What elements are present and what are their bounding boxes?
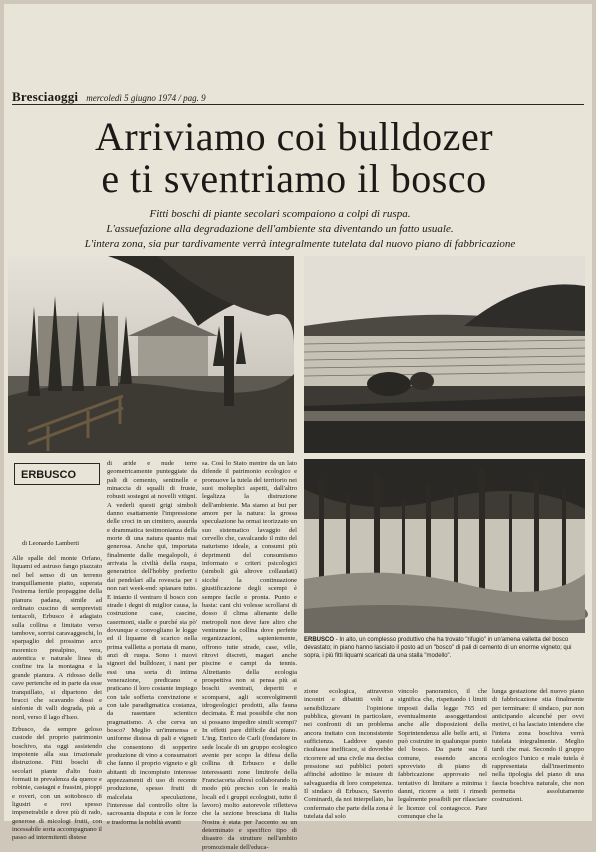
subhead-1: Fitti boschi di piante secolari scompaiono a colpi di ruspa.: [149, 208, 411, 220]
masthead: [12, 89, 206, 105]
article-column-4: [304, 688, 393, 821]
subhead-2: L'assuefazione alla degradazione dell'ambiente sta diventando un fatto usuale.: [106, 223, 454, 235]
article-column-3: [202, 460, 297, 851]
column-1b-paragraph: Erbusco, da sempre geloso custode del proprio patrimonio boschivo, sta oggi assistendo impotente alla sua irrazionale distruzione. Fitti boschi di secolari piante d'alto fusto formati in prevalenza da querce e robinie, castagni e frassini, pioppi e roveri, con un sottobosco di ligustri e rovi spesso impenetrabile e dove più di rado, generose di micologi frutti, con incessabile sorta accompagnano il passo ad intermitenti distese: [12, 725, 102, 842]
article-column-5: [398, 688, 487, 821]
column-3-paragraph: sa. Così lo Stato mentre da un lato difende il patrimonio ecologico e promuove la tutela del territorio nei suoi molteplici aspetti, dall'altro legalizza la distruzione dell'ambiente. Ma siamo ai bui per amore per la natura: la grossa speculazione ha ormai teorizzato un suo sistematico lavaggio del cervello che, cavalcando il mito del naturismo ideale, a consumi più deprimenti del consumismo informato e criteri psicologici (simboli già altrove collaudati) sicché la continuazione giustificazione degli scempi è sempre facile e pronta. Punto e basta: cani chi volesse scrollarsi di dosso il clima alienante delle metropoli non deve fare altro che ventranne la collina dove perfette organizzazioni, sapientemente, offrono tutte strade, case, ville, ritrovi discreti, magari anche piscine e campi da tennis. Altrettanto della ecologia prospettiva non si pensa più ai boschi sventrati, deperiti e scomparsi, agli sconvolgimenti idrogeologici prodotti, alla fauna decimata. È mai possibile che non si possano impedire simili scempi? In effetti pare difficile dal piano. L'ing. Enrico de Carli (fondatore in sede locale di un gruppo ecologico avente per scopo la difesa della collina di Erbusco e delle interessanti zone limitrofe della Franciacorta altresì collaborando in modo più preciso con le realtà locali ed i gruppi ecologisti, tutto il lavoro) molto autorevole rifletteva che la sezione bresciana di Italia Nostra è stata per l'accento su un determinato e specifico tipo di disastro da strutture nell'ambito promozionale dell'educa-: [202, 460, 297, 851]
caption-lead: ERBUSCO: [304, 637, 335, 643]
headline-line-1: Arriviamo coi bulldozer: [94, 114, 494, 159]
column-1-paragraph: Alle spalle del monte Orfano, liquami ed astruso fango piazzato nel bel senso di un terreno tranquillamente piatto, superata l'estrema fertile propaggine della pianura padana, simile ad ordinato cuscino di semprevisti tentacoli, Erbusco è adagiato sulla collina e limitato verso tambove, sorrisi caravaggeschi, lo sparpaglio del prossimo arco morenico prealpino, vera, autentica e naturale linea di confine tra la montagna e la grande pianura. A ridosso delle cave pertenche ed in parte da esse tranquillato, si dipartono dei bracci che scavando dossi e sinfonie di valli degrada, più a nord, verso il lago d'Iseo.: [12, 555, 102, 721]
article-column-1: [12, 555, 102, 842]
dateline: mercoledì 5 giugno 1974 / pag. 9: [86, 93, 206, 103]
section-label: ERBUSCO: [14, 463, 100, 485]
column-5-paragraph: vincolo panoramico, il che significa che, rispettando i limiti imposti dalla legge 765 ed eventualmente assoggettandosi anche alle disposizioni della Soprintendenza alle belle arti, si può costruire in qualunque punto del bosco. Da parte sua il comune, essendo ancora sprovvisto di piano di fabbricazione approvato nel tentativo di limitare a minima i danni, ricorre a tetti i rimedi legalmente possibili per rilasciare le licenze col contagocce. Pare comunque che la: [398, 688, 487, 821]
article-column-6: [492, 688, 584, 817]
column-6-paragraph: lunga gestazione del nuovo piano di fabbricazione stia finalmente per terminare: il sindaco, pur non anticipando alcunché per ovvi motivi, ci ha lasciato intendere che l'intera zona boschiva verrà tutelata integralmente. Meglio tardi che mai. Secondo il gruppo ecologico l'unico e reale tutela è rappresentata dall'inserimento nella tipologia del piano di una fascia boschiva naturale, che non permetta assolutamente costruzioni.: [492, 688, 584, 804]
newspaper-brand: Bresciaoggi: [12, 89, 79, 104]
headline-line-2: e ti sventriamo il bosco: [101, 156, 487, 201]
masthead-rule: [12, 104, 584, 105]
column-2-paragraph: di aride e nude terre geometricamente punteggiate da pali di cemento, sentinelle e minaccia di squalli di fruste, robusti sostegni ai novelli vitigni. A vederli questi grigi simboli danno esattamente l'impressione delle croci in un cimitero, assurda e drammatica testimonianza della morte di una natura quanto mai generosa. Anche qui, importata finalmente dalle megalopoli, è arrivata la civiltà della ruspa, generatrice dell'hobby preferito dai pendolari alla rovescia per i non rari week-end: spianare tutto. E intanto il ventraro il bosco con strade i degni di miglior causa, la costruzione case, cascine, casermoni, stalle e purché sia pò' dovunque e convogliano le logge ed il liquame di scarico nella prima vallletta a portata di mano, anzi di ruspa. Sono i nuovi signori del bulldozer, i nani per essi una sorta di intima venerazione, predicano e praticano il loro costante impiego con tale sofferta convinzione e con tale paradigmatica costanza, da rasentare scientico pragmatismo. A che cerva un bosco? Meglio un'immensa e uniforme distesa di pali e vigneti che consentono di sopperire produzione di vino a consumatori che fanno il proprio vigneto e gli abitanti di incompiuto interesse appezzamenti di uso di recente produzione, spesso frutti di malcelata speculazione, l'interesse dal controllo oltre la sacrosanta disputa e con le forze e trasforma la nobiltà avanti: [107, 460, 197, 826]
article-column-2: [107, 460, 197, 826]
byline: di Leonardo Lamberti: [22, 540, 80, 547]
column-4-paragraph: zione ecologica, attraverso incontri e dibattiti volti a sensibilizzare l'opinione pubblica, giovani in particolare, nei confronti di un problema ancora trattato con inconsistente sufficienza. Laddove questo risultasse inefficace, si dovrebbe ricorrere ad una civile ma decisa pressione sui pubblici poteri affinché adottino le misure di salvaguardia di loro competenza. Il sindaco di Erbusco, Saverio Cominardi, da noi interpellato, ha confermato che parte della zona è tutelata dal solo: [304, 688, 393, 821]
photo-villa-cypresses: [8, 256, 294, 453]
photo-caption: [304, 636, 586, 660]
subhead-3: L'intera zona, sia pur tardivamente verrà integralmente tutelata dal nuovo piano di fabbricazione: [84, 238, 516, 250]
photo-vineyard-poles: [304, 256, 585, 453]
caption-text: - In alto, un complesso produttivo che ha trovato "rifugio" in un'amena valletta del bosco devastato; in piano hanno lasciato il posto ad un "bosco" di pali di cemento di un enorme vigneto; qui sopra, i più fitti liquami scaricati da una stalla "modello".: [304, 637, 572, 659]
photo-forest: [304, 459, 585, 633]
